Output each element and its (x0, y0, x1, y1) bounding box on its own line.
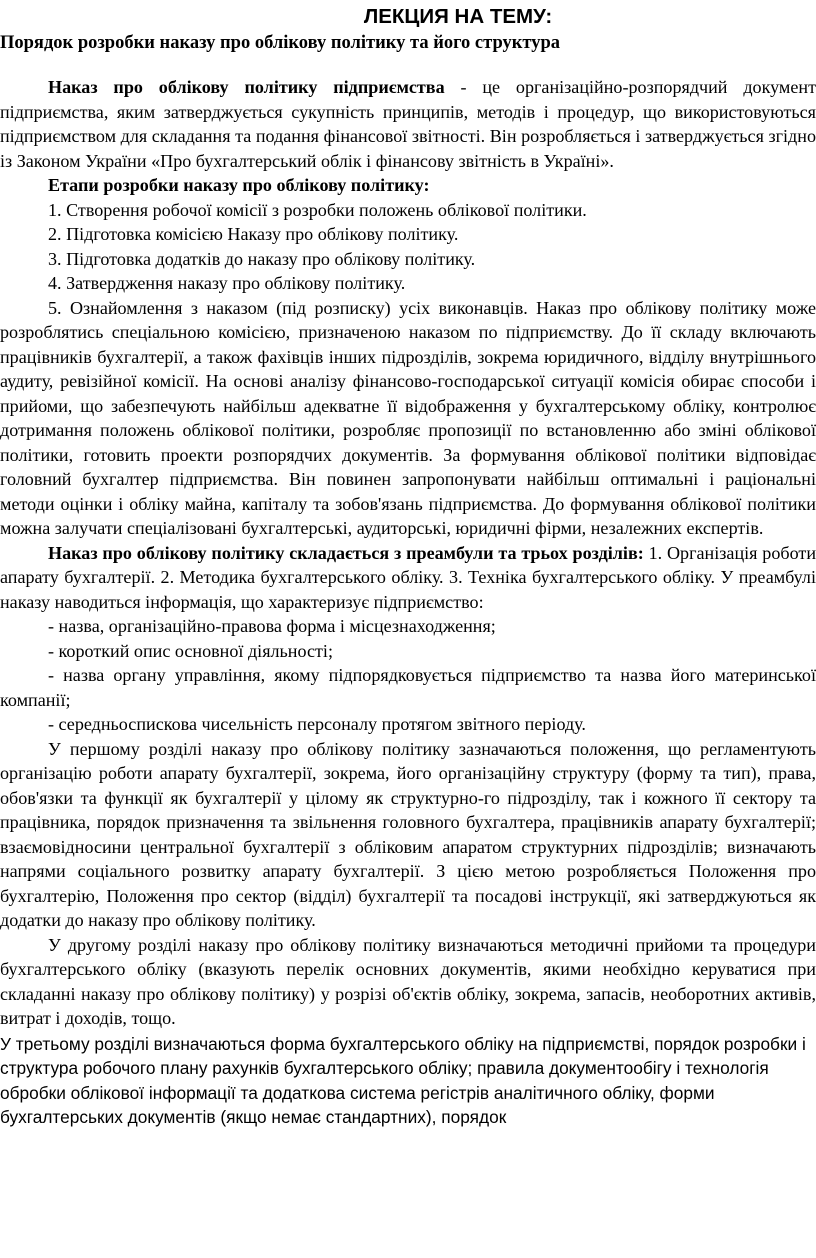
section-1-paragraph: У першому розділі наказу про облікову політику зазначаються положення, що регламентують організацію роботи апарату бухгалтерії, зокрема, його організаційну структуру (форму та тип), права, обов'язки та функції як бухгалтерії у цілому як структурно-го підрозділу, так і кожного її сектору та працівника, порядок призначення та звільнення головного бухгалтера, працівників апарату бухгалтерії; взаємовідносини центральної бухгалтерії з обліковим апаратом структурних підрозділів; визначають напрями соціального розвитку апарату бухгалтерії. З цією метою розробляється Положення про бухгалтерію, Положення про сектор (відділ) бухгалтерії та посадові інструкції, які затверджуються як додатки до наказу про облікову політику. (0, 738, 816, 930)
stage-item: 3. Підготовка додатків до наказу про облікову політику. (48, 248, 476, 269)
structure-text: 1. Організація роботи апарату бухгалтерії. 2. Методика бухгалтерського обліку. 3. Техніка бухгалтерського обліку. У преамбулі наказу наводиться інформація, що характеризує підприємство: (0, 542, 816, 612)
lecture-subtitle: Порядок розробки наказу про облікову політику та його структура (0, 33, 561, 53)
intro-text: - це організаційно-розпорядчий документ підприємства, яким затверджується сукупність принципів, методів і процедур, що використовуються підприємством для складання та подання фінансової звітності. Він розробляється і затверджується згідно із Законом України «Про бухгалтерський облік і фінансову звітність в Україні». (0, 77, 816, 171)
preamble-item: - середньоспискова чисельність персоналу протягом звітного періоду. (48, 714, 586, 734)
document-body (0, 75, 816, 1130)
preamble-item: - назва органу управління, якому підпорядковується підприємство та назва його материнської компанії; (0, 665, 816, 710)
stage-item: 4. Затвердження наказу про облікову політику. (48, 273, 406, 293)
stages-heading: Етапи розробки наказу про облікову політику: (48, 175, 430, 195)
stage-item: 2. Підготовка комісією Наказу про облікову політику. (48, 224, 459, 244)
lecture-title: ЛЕКЦИЯ НА ТЕМУ: (363, 5, 553, 28)
section-2-paragraph: У другому розділі наказу про облікову політику визначаються методичні прийоми та процедури бухгалтерського обліку (вказують перелік основних документів, якими необхідно керуватися при складанні наказу про облікову політику) у розрізі об'єктів обліку, зокрема, запасів, необоротних активів, витрат і доходів, тощо. (0, 934, 816, 1028)
structure-bold: Наказ про облікову політику складається з преамбули та трьох розділів: (48, 542, 644, 563)
stage-5-paragraph: 5. Ознайомлення з наказом (під розписку) усіх виконавців. Наказ про облікову політику може розроблятись спеціальною комісією, призначеною наказом по підприємству. До її складу включають працівників бухгалтерії, а також фахівців інших підрозділів, зокрема юридичного, відділу внутрішнього аудиту, ревізійної комісії. На основі аналізу фінансово-господарської ситуації комісія обирає способи і прийоми, що забезпечують найбільш адекватне її відображення у бухгалтерському обліку, контролює дотримання положень облікової політики, розробляє пропозиції по встановленню або зміні облікової політики, готовить проекти розпорядчих документів. За формування облікової політики відповідає головний бухгалтер підприємства. Він повинен запропонувати найбільш оптимальні і раціональні методи оцінки і обліку майна, капіталу та зобов'язань підприємства. До формування облікової політики можна залучати спеціалізовані бухгалтерські, аудиторські, юридичні фірми, незалежних експертів. (0, 297, 816, 538)
section-3-paragraph: У третьому розділі визначаються форма бухгалтерського обліку на підприємстві, порядок розробки і структура робочого плану рахунків бухгалтерського обліку; правила документообігу і технологія обробки облікової інформації та додаткова система регістрів аналітичного обліку, форми бухгалтерських документів (якщо немає стандартних), порядок (0, 1033, 806, 1128)
structure-paragraph (0, 541, 816, 615)
preamble-item: - короткий опис основної діяльності; (48, 640, 333, 661)
preamble-item: - назва, організаційно-правова форма і місцезнаходження; (48, 616, 496, 636)
stage-item: 1. Створення робочої комісії з розробки положень облікової політики. (48, 199, 587, 220)
intro-term: Наказ про облікову політику підприємства (48, 77, 445, 97)
intro-paragraph (0, 75, 816, 173)
